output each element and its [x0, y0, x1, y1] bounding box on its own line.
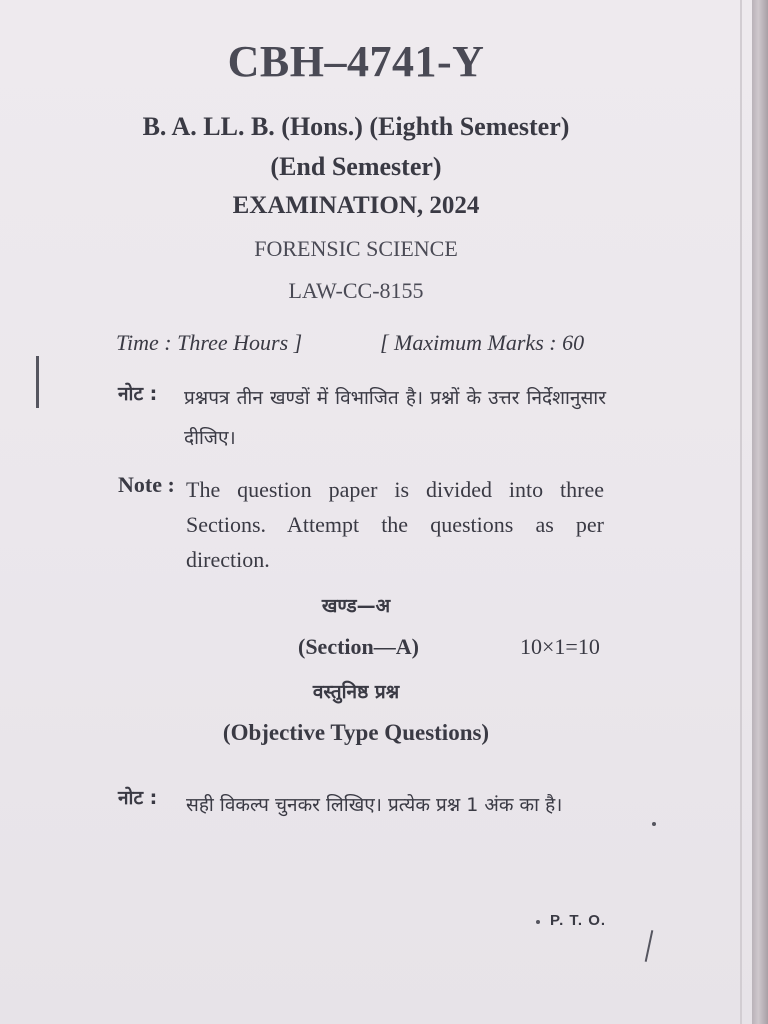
section-title-hindi: खण्ड—अ — [321, 595, 391, 617]
question-type-english: (Objective Type Questions) — [222, 720, 490, 745]
section-marks: 10×1=10 — [520, 634, 600, 659]
program-title: B. A. LL. B. (Hons.) (Eighth Semester) — [142, 112, 570, 141]
exam-title: EXAMINATION, 2024 — [232, 192, 480, 219]
hindi-note-text: प्रश्नपत्र तीन खण्डों में विभाजित है। प्रश्नों के उत्तर निर्देशानुसार दीजिए। — [184, 387, 606, 449]
page-edge — [740, 0, 742, 1024]
time-allowed: Time : Three Hours ] — [116, 330, 303, 355]
hindi-note-2-text: सही विकल्प चुनकर लिखिए। प्रत्येक प्रश्न 1 अंक का है। — [186, 794, 563, 816]
maximum-marks: [ Maximum Marks : 60 — [380, 330, 585, 355]
english-note-text: The question paper is divided into three Sections. Attempt the questions as per direction. — [186, 477, 604, 572]
margin-pen-mark — [36, 356, 39, 408]
stray-dot — [652, 822, 656, 826]
english-note-label: Note : — [118, 472, 175, 497]
please-turn-over: P. T. O. — [550, 912, 607, 929]
paper-code: CBH–4741-Y — [227, 37, 485, 86]
background-edge — [752, 0, 768, 1024]
question-type-hindi: वस्तुनिष्ठ प्रश्न — [312, 681, 400, 703]
section-title-english: (Section—A) — [298, 634, 419, 659]
subject-title: FORENSIC SCIENCE — [254, 236, 458, 261]
hindi-note-label: नोट : — [118, 383, 158, 405]
course-code: LAW-CC-8155 — [288, 278, 424, 303]
term-title: (End Semester) — [270, 152, 442, 181]
hindi-note-2-label: नोट : — [118, 787, 158, 809]
stray-dot — [536, 920, 540, 924]
